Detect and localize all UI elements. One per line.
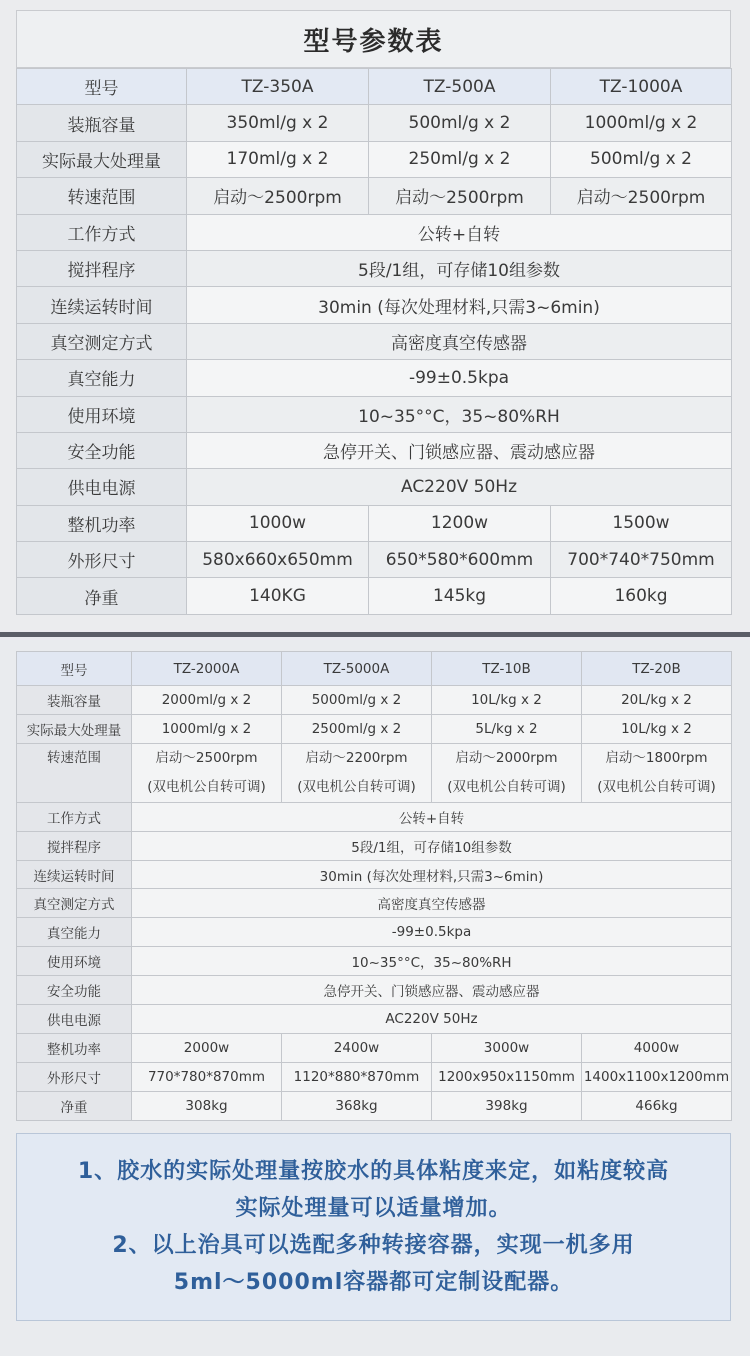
row-label: 真空能力 (17, 360, 187, 396)
table-row (17, 141, 732, 177)
model-cell: TZ-500A (369, 69, 551, 105)
cell: 2500ml/g x 2 (282, 714, 432, 743)
cell: 580x660x650mm (187, 542, 369, 578)
row-label: 真空测定方式 (17, 889, 132, 918)
speed-note: (双电机公自转可调) (147, 778, 266, 795)
table-row (17, 178, 732, 214)
table-row (17, 287, 732, 323)
cell: 2000ml/g x 2 (132, 686, 282, 715)
cell: -99±0.5kpa (187, 360, 732, 396)
cell: 急停开关、门锁感应器、震动感应器 (132, 976, 732, 1005)
speed-value: 启动～1800rpm (605, 749, 708, 766)
cell: 1000w (187, 505, 369, 541)
row-label: 转速范围 (17, 178, 187, 214)
cell: 250ml/g x 2 (369, 141, 551, 177)
row-label: 供电电源 (17, 1005, 132, 1034)
cell (582, 743, 732, 802)
cell: 5L/kg x 2 (432, 714, 582, 743)
cell: 770*780*870mm (132, 1062, 282, 1091)
header-label: 型号 (17, 652, 132, 686)
cell: 500ml/g x 2 (551, 141, 732, 177)
cell: 308kg (132, 1091, 282, 1120)
row-label: 装瓶容量 (17, 686, 132, 715)
cell: 170ml/g x 2 (187, 141, 369, 177)
cell: 350ml/g x 2 (187, 105, 369, 141)
table-row (17, 1062, 732, 1091)
table-row (17, 1033, 732, 1062)
cell: 公转+自转 (132, 802, 732, 831)
speed-value: 启动～2200rpm (305, 749, 408, 766)
cell (432, 743, 582, 802)
spec-table-1 (16, 68, 732, 615)
row-label: 工作方式 (17, 214, 187, 250)
table-header-row (17, 69, 732, 105)
model-cell: TZ-350A (187, 69, 369, 105)
cell (132, 743, 282, 802)
table-row (17, 714, 732, 743)
cell: 高密度真空传感器 (132, 889, 732, 918)
table-row (17, 1091, 732, 1120)
row-label: 连续运转时间 (17, 860, 132, 889)
speed-note: (双电机公自转可调) (297, 778, 416, 795)
note-line: 实际处理量可以适量增加。 (235, 1196, 512, 1221)
cell: AC220V 50Hz (132, 1005, 732, 1034)
cell: 1200x950x1150mm (432, 1062, 582, 1091)
cell: 启动～2500rpm (369, 178, 551, 214)
cell: 20L/kg x 2 (582, 686, 732, 715)
header-label: 型号 (17, 69, 187, 105)
cell: 160kg (551, 578, 732, 614)
row-label: 供电电源 (17, 469, 187, 505)
row-label: 连续运转时间 (17, 287, 187, 323)
table-row (17, 802, 732, 831)
model-cell: TZ-5000A (282, 652, 432, 686)
table-row (17, 469, 732, 505)
spec-table-2 (16, 651, 732, 1121)
table-row (17, 976, 732, 1005)
cell: 140KG (187, 578, 369, 614)
table-row (17, 743, 732, 802)
row-label: 安全功能 (17, 976, 132, 1005)
table-row (17, 542, 732, 578)
table-row (17, 947, 732, 976)
row-label: 净重 (17, 578, 187, 614)
row-label: 外形尺寸 (17, 542, 187, 578)
row-label: 搅拌程序 (17, 831, 132, 860)
table-row (17, 686, 732, 715)
row-label: 装瓶容量 (17, 105, 187, 141)
model-cell: TZ-20B (582, 652, 732, 686)
row-label (17, 743, 132, 802)
cell: 466kg (582, 1091, 732, 1120)
note-line: 5ml～5000ml容器都可定制设配器。 (173, 1270, 574, 1295)
speed-value: 启动～2500rpm (155, 749, 258, 766)
table-row (17, 918, 732, 947)
table-row (17, 250, 732, 286)
cell: 1000ml/g x 2 (551, 105, 732, 141)
cell: 10L/kg x 2 (432, 686, 582, 715)
row-label: 外形尺寸 (17, 1062, 132, 1091)
model-cell: TZ-10B (432, 652, 582, 686)
cell: AC220V 50Hz (187, 469, 732, 505)
cell: 650*580*600mm (369, 542, 551, 578)
cell: 5段/1组，可存储10组参数 (132, 831, 732, 860)
cell: 5段/1组，可存储10组参数 (187, 250, 732, 286)
cell: 368kg (282, 1091, 432, 1120)
table-row (17, 831, 732, 860)
cell: 2000w (132, 1033, 282, 1062)
model-cell: TZ-2000A (132, 652, 282, 686)
cell: 启动～2500rpm (551, 178, 732, 214)
row-label: 净重 (17, 1091, 132, 1120)
row-label: 实际最大处理量 (17, 141, 187, 177)
table-row (17, 214, 732, 250)
table-row (17, 578, 732, 614)
speed-value: 启动～2000rpm (455, 749, 558, 766)
cell: -99±0.5kpa (132, 918, 732, 947)
cell: 启动～2500rpm (187, 178, 369, 214)
cell: 2400w (282, 1033, 432, 1062)
cell: 398kg (432, 1091, 582, 1120)
cell: 4000w (582, 1033, 732, 1062)
cell: 1200w (369, 505, 551, 541)
row-label: 安全功能 (17, 432, 187, 468)
cell: 高密度真空传感器 (187, 323, 732, 359)
cell: 10~35°°C，35~80%RH (132, 947, 732, 976)
cell: 10~35°°C，35~80%RH (187, 396, 732, 432)
row-label: 整机功率 (17, 505, 187, 541)
table-row (17, 432, 732, 468)
row-label: 整机功率 (17, 1033, 132, 1062)
cell: 1400x1100x1200mm (582, 1062, 732, 1091)
cell: 公转+自转 (187, 214, 732, 250)
table-row (17, 396, 732, 432)
note-line: 2、以上治具可以选配多种转接容器，实现一机多用 (112, 1233, 635, 1258)
row-label: 工作方式 (17, 802, 132, 831)
cell: 700*740*750mm (551, 542, 732, 578)
row-label: 使用环境 (17, 396, 187, 432)
cell: 10L/kg x 2 (582, 714, 732, 743)
cell: 145kg (369, 578, 551, 614)
row-label: 使用环境 (17, 947, 132, 976)
cell: 1120*880*870mm (282, 1062, 432, 1091)
table-row (17, 105, 732, 141)
speed-note: (双电机公自转可调) (597, 778, 716, 795)
cell (282, 743, 432, 802)
cell: 3000w (432, 1033, 582, 1062)
notes-box (16, 1133, 731, 1321)
cell: 30min (每次处理材料,只需3~6min) (132, 860, 732, 889)
cell: 30min (每次处理材料,只需3~6min) (187, 287, 732, 323)
table-row (17, 889, 732, 918)
row-label: 真空能力 (17, 918, 132, 947)
row-label: 搅拌程序 (17, 250, 187, 286)
row-label: 真空测定方式 (17, 323, 187, 359)
cell: 5000ml/g x 2 (282, 686, 432, 715)
speed-note: (双电机公自转可调) (447, 778, 566, 795)
page-title: 型号参数表 (16, 10, 731, 68)
cell: 1000ml/g x 2 (132, 714, 282, 743)
row-label: 实际最大处理量 (17, 714, 132, 743)
table-row (17, 860, 732, 889)
table-row (17, 505, 732, 541)
cell: 500ml/g x 2 (369, 105, 551, 141)
model-cell: TZ-1000A (551, 69, 732, 105)
note-line: 1、胶水的实际处理量按胶水的具体粘度来定，如粘度较高 (77, 1159, 670, 1184)
table-header-row (17, 652, 732, 686)
table-row (17, 360, 732, 396)
row-label-text: 转速范围 (47, 749, 101, 766)
cell: 急停开关、门锁感应器、震动感应器 (187, 432, 732, 468)
cell: 1500w (551, 505, 732, 541)
table-row (17, 1005, 732, 1034)
table-row (17, 323, 732, 359)
